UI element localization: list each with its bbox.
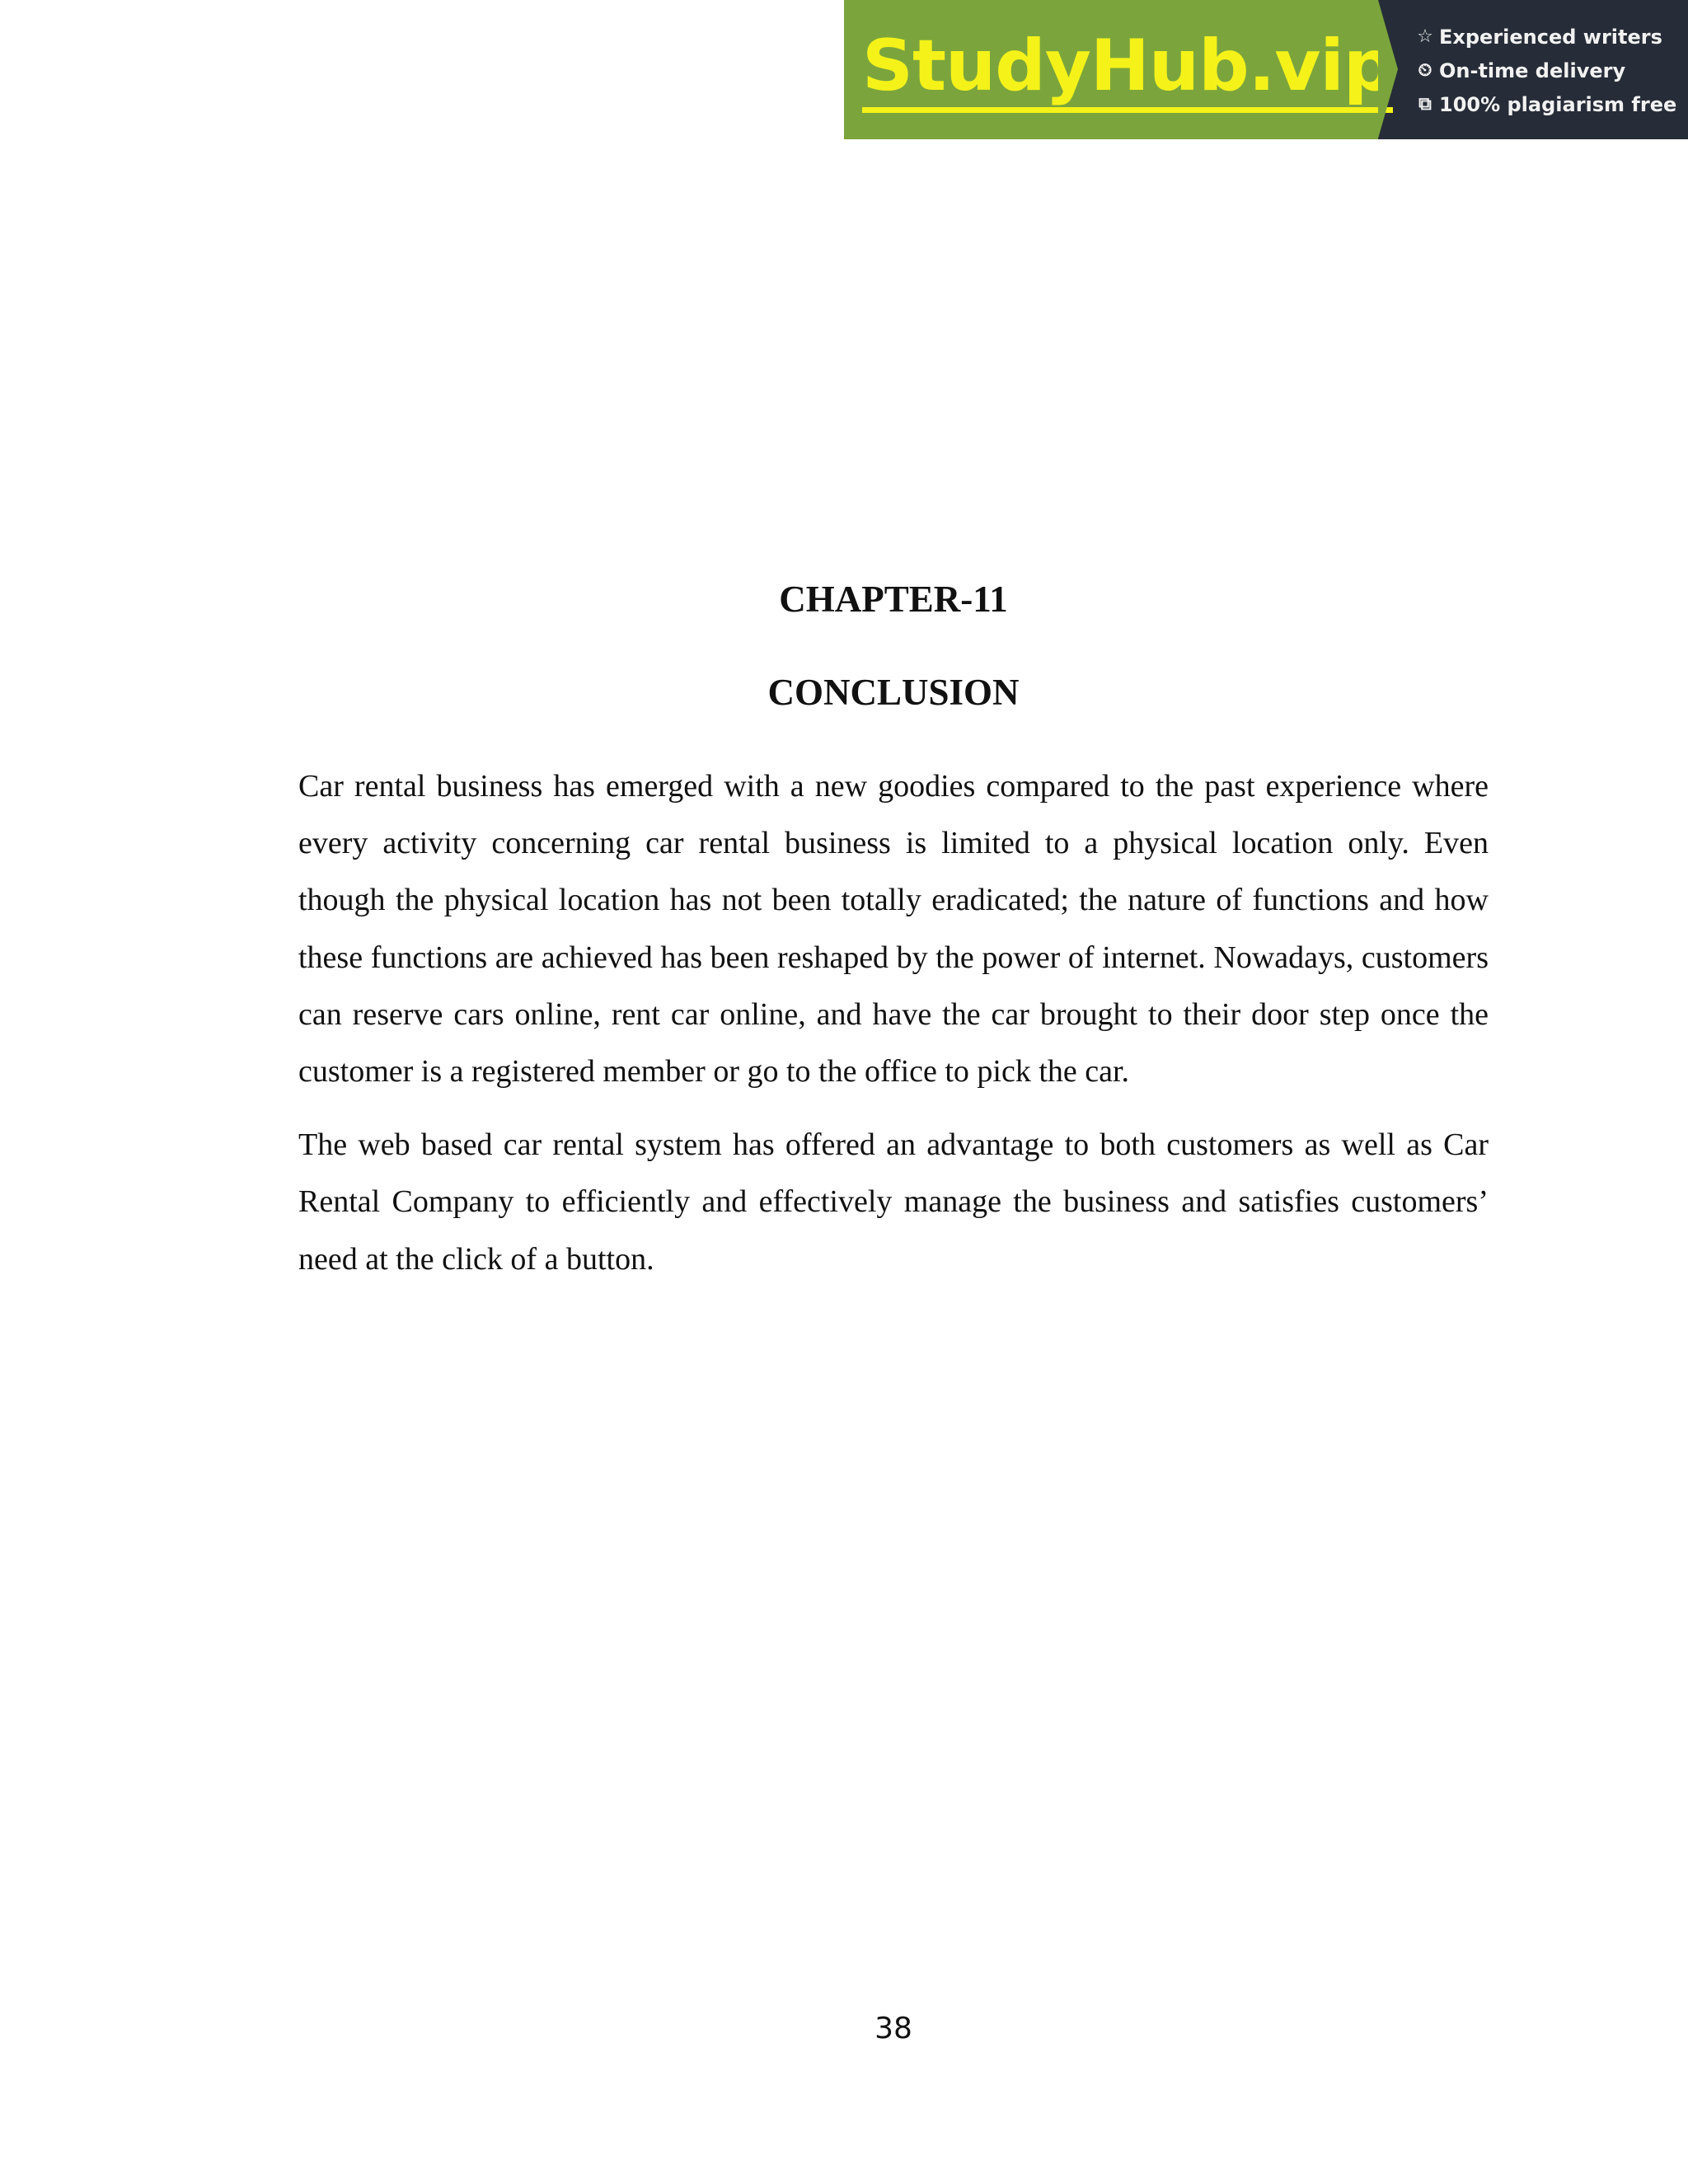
paragraph: The web based car rental system has offered an advantage to both customers as well as Car Rental Company to efficiently and effectively manage the business and satisfies customers’ need at the click of a button.: [298, 1127, 1489, 1277]
brand-logo[interactable]: [844, 0, 1394, 139]
feature-label: Experienced writers: [1439, 25, 1662, 49]
star-icon: ☆: [1417, 26, 1433, 47]
document-body: [298, 758, 1489, 1305]
feature-experienced-writers: [1414, 20, 1688, 54]
studyhub-banner[interactable]: [844, 0, 1688, 139]
brand-name: StudyHub.vip: [862, 25, 1393, 113]
feature-plagiarism-free: [1414, 87, 1688, 121]
feature-label: 100% plagiarism free: [1439, 92, 1677, 116]
clock-icon: ⏲: [1418, 60, 1432, 81]
copy-icon: ⧉: [1418, 94, 1432, 115]
page-number: 38: [874, 2012, 912, 2046]
feature-label: On-time delivery: [1439, 59, 1626, 82]
section-heading: CONCLUSION: [767, 672, 1020, 713]
paragraph: Car rental business has emerged with a new goodies compared to the past experience where every activity concerning car rental business is limited to a physical location only. Even though the physical location has not been totally eradicated; the nature of functions and how these functions are achieved has been reshaped by the power of internet. Nowadays, customers can reserve cars online, rent car online, and have the car brought to their door step once the customer is a registered member or go to the office to pick the car.: [298, 769, 1489, 1090]
feature-list: [1378, 0, 1688, 139]
feature-on-time-delivery: [1414, 54, 1688, 87]
chapter-title: CHAPTER-11: [779, 579, 1008, 620]
